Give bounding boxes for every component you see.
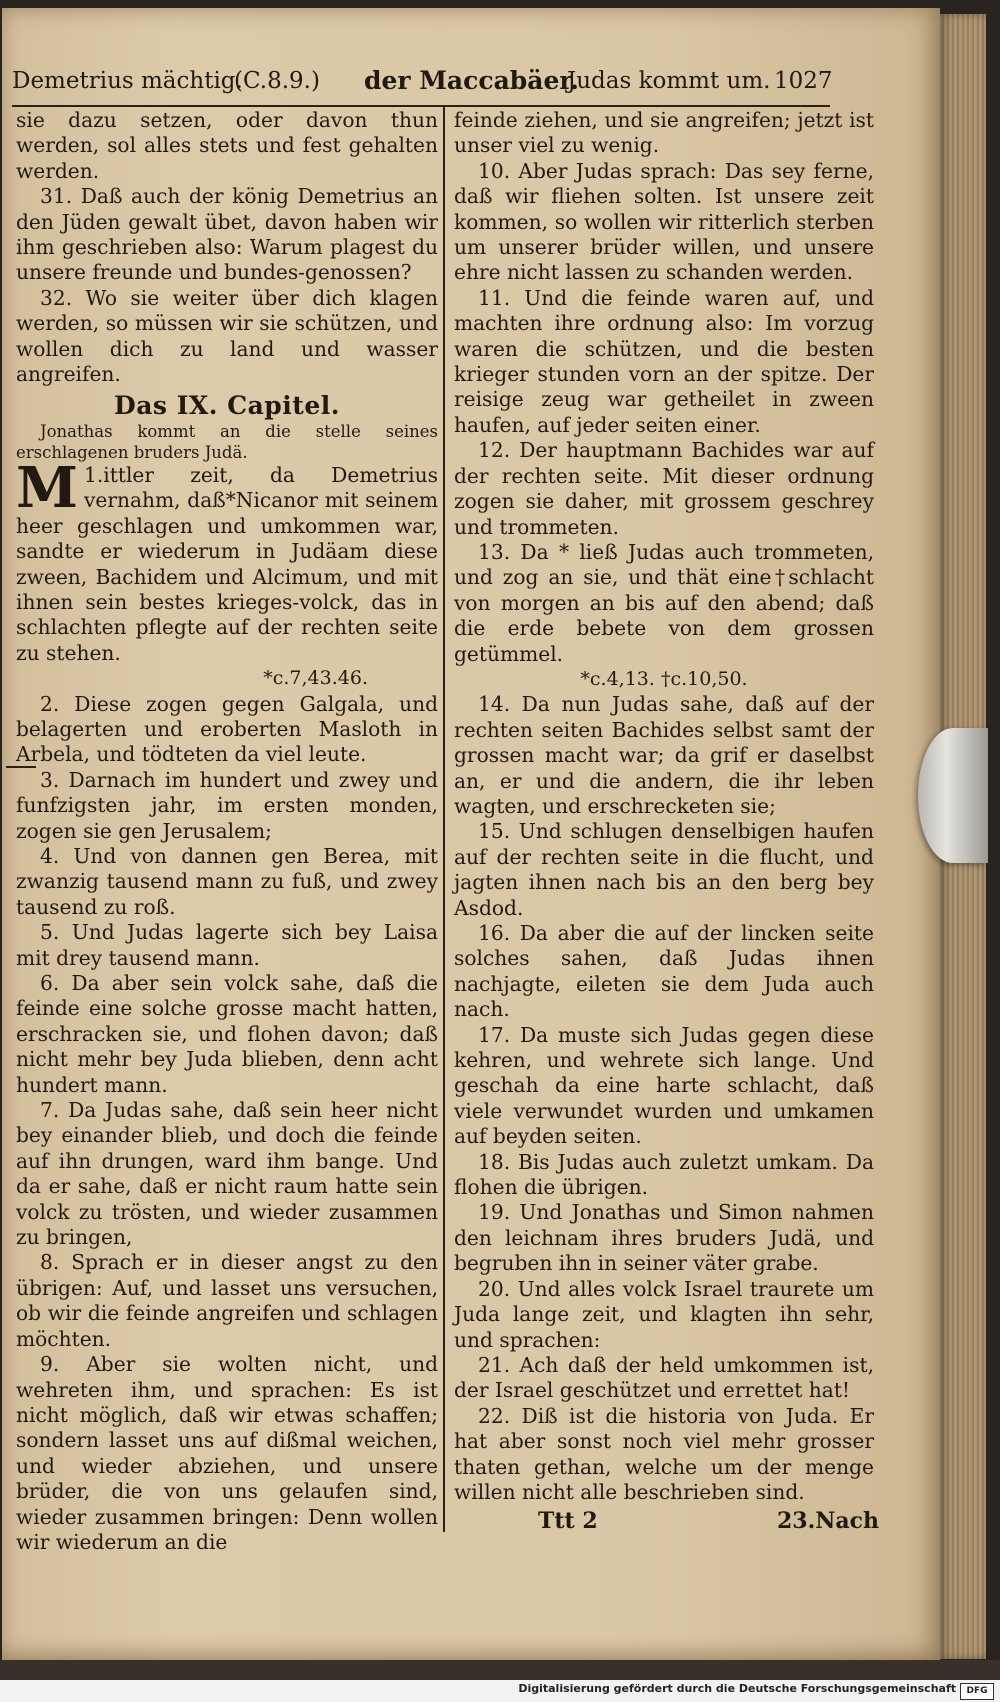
running-header [12, 64, 832, 106]
verse: 15. Und schlugen denselbigen haufen auf der rechten seite in die flucht, und jagten ihnen nach bis an den berg bey Asdod. [454, 819, 874, 920]
verse: 12. Der hauptmann Bachides war auf der rechten seite. Mit dieser ordnung zogen sie daher, mit grossem geschrey und trommeten. [454, 438, 874, 539]
verse: 2. Diese zogen gegen Galgala, und belagerten und eroberten Masloth in Arbela, und tödteten da viel leute. [16, 691, 438, 767]
header-rule [12, 105, 830, 107]
verse-text: ittler zeit, da Demetrius vernahm, daß*Nicanor mit seinem heer geschlagen und umkommen war, sandte er wiederum in Judäam diese zween, Bachidem und Alcimum, und mit ihnen sein bestes krieges-volck, das in schlachten pflegte auf der rechten seite zu stehen. [16, 462, 438, 665]
verse: 32. Wo sie weiter über dich klagen werden, so müssen wir sie schützen, und wollen dich zu land und wasser angreifen. [16, 285, 438, 387]
verse: 21. Ach daß der held umkommen ist, der Israel geschützet und errettet hat! [454, 1352, 874, 1403]
catchword: 23.Nach [777, 1508, 880, 1534]
right-column [454, 108, 874, 1505]
verse: 19. Und Jonathas und Simon nahmen den leichnam ihres bruders Judä, und begruben ihn in seiner väter grabe. [454, 1200, 874, 1276]
verse: 13. Da * ließ Judas auch trommeten, und zog an sie, und thät eine†schlacht von morgen an bis auf den abend; daß die erde bebete von dem grossen getümmel. [454, 539, 874, 666]
dfg-logo: DFG [960, 1683, 994, 1700]
drop-cap: M [16, 454, 78, 521]
left-column [16, 108, 438, 1555]
chapter-summary: Jonathas kommt an die stelle seines erschlagenen bruders Judä. [16, 421, 438, 462]
verse: 9. Aber sie wolten nicht, und wehreten ihm, und sprachen: Es ist nicht möglich, daß wir etwas schaffen; sondern lasset uns auf dißmal weichen, und wieder abziehen, und unsere brüder, die von uns gelaufen sind, wieder zusammen bringen: Denn wollen wir wiederum an die [16, 1352, 438, 1554]
verse: 18. Bis Judas auch zuletzt umkam. Da flohen die übrigen. [454, 1149, 874, 1200]
continuation-text: sie dazu setzen, oder davon thun werden, sol alles stets und fest gehalten werden. [16, 108, 438, 183]
header-left: Demetrius mächtig. [12, 68, 243, 94]
cross-reference: *c.4,13. †c.10,50. [580, 667, 748, 690]
funding-credit: Digitalisierung gefördert durch die Deutsche Forschungsgemeinschaft [518, 1682, 956, 1695]
verse [16, 454, 438, 692]
book-page [2, 8, 940, 1660]
verse: 8. Sprach er in dieser angst zu den übrigen: Auf, und lasset uns versuchen, ob wir die feinde angreifen und schlagen möchten. [16, 1250, 438, 1351]
continuation-text: feinde ziehen, und sie angreifen; jetzt ist unser viel zu wenig. [454, 108, 874, 158]
verse: 5. Und Judas lagerte sich bey Laisa mit drey tausend mann. [16, 920, 438, 970]
verse: 16. Da aber die auf der lincken seite solches sahen, daß Judas ihnen nachjagte, eileten sie dem Juda auch nach. [454, 921, 874, 1022]
verse-number: 1. [84, 462, 104, 487]
signature-mark: Ttt 2 [538, 1508, 598, 1534]
scan-border [0, 1660, 1000, 1680]
verse: 7. Da Judas sahe, daß sein heer nicht bey einander blieb, und doch die feinde auf ihn drungen, ward ihm bange. Und da er sahe, daß er nicht raum hatte sein volck zu trösten, und wieder zusammen zu bringen, [16, 1098, 438, 1250]
verse: 10. Aber Judas sprach: Das sey ferne, daß wir fliehen solten. Ist unsere zeit kommen, so wollen wir ritterlich sterben um unserer brüder willen, und unsere ehre nicht lassen zu schanden werden. [454, 158, 874, 285]
header-book-title: der Maccabäer. [364, 66, 579, 95]
verse: 22. Diß ist die historia von Juda. Er hat aber sonst noch viel mehr grosser thaten gethan, welche um der menge willen nicht alle beschrieben sind. [454, 1403, 874, 1504]
footer-bar [0, 1680, 1000, 1702]
cross-reference: *c.7,43.46. [263, 667, 368, 690]
verse: 3. Darnach im hundert und zwey und funfzigsten jahr, im ersten monden, zogen sie gen Jerusalem; [16, 767, 438, 843]
verse: 20. Und alles volck Israel traurete um Juda lange zeit, und klagten ihn sehr, und sprachen: [454, 1276, 874, 1352]
header-chapter-ref: (C.8.9.) [234, 68, 320, 94]
verse: 11. Und die feinde waren auf, und machten ihre ordnung also: Im vorzug waren die schützen, und die besten krieger stunden vorn an der spitze. Der reisige zeug war getheilet in zween haufen, auf jeder seiten einer. [454, 285, 874, 437]
chapter-title: Das IX. Capitel. [114, 391, 340, 421]
verse: 6. Da aber sein volck sahe, daß die feinde eine solche grosse macht hatten, erschracken sie, und flohen davon; daß nicht mehr bey Juda blieben, denn acht hundert mann. [16, 971, 438, 1097]
verse: 17. Da muste sich Judas gegen diese kehren, und wehrete sich lange. Und geschah da eine harte schlacht, daß viele verwundet wurden und umkamen auf beyden seiten. [454, 1022, 874, 1149]
page-clip [918, 728, 988, 863]
header-right: Judas kommt um. [567, 68, 771, 94]
page-number: 1027 [774, 68, 833, 94]
verse: 14. Da nun Judas sahe, daß auf der rechten seiten Bachides selbst samt der grossen macht war; da grif er daselbst an, er und die andern, die ihr leben wagten, und erschrecketen sie; [454, 692, 874, 818]
column-divider [443, 107, 445, 1532]
verse: 31. Daß auch der könig Demetrius an den Jüden gewalt übet, davon haben wir ihm geschrieben also: Warum plagest du unsere freunde und bundes-genossen? [16, 184, 438, 285]
verse: 4. Und von dannen gen Berea, mit zwanzig tausend mann zu fuß, und zwey tausend zu roß. [16, 843, 438, 919]
